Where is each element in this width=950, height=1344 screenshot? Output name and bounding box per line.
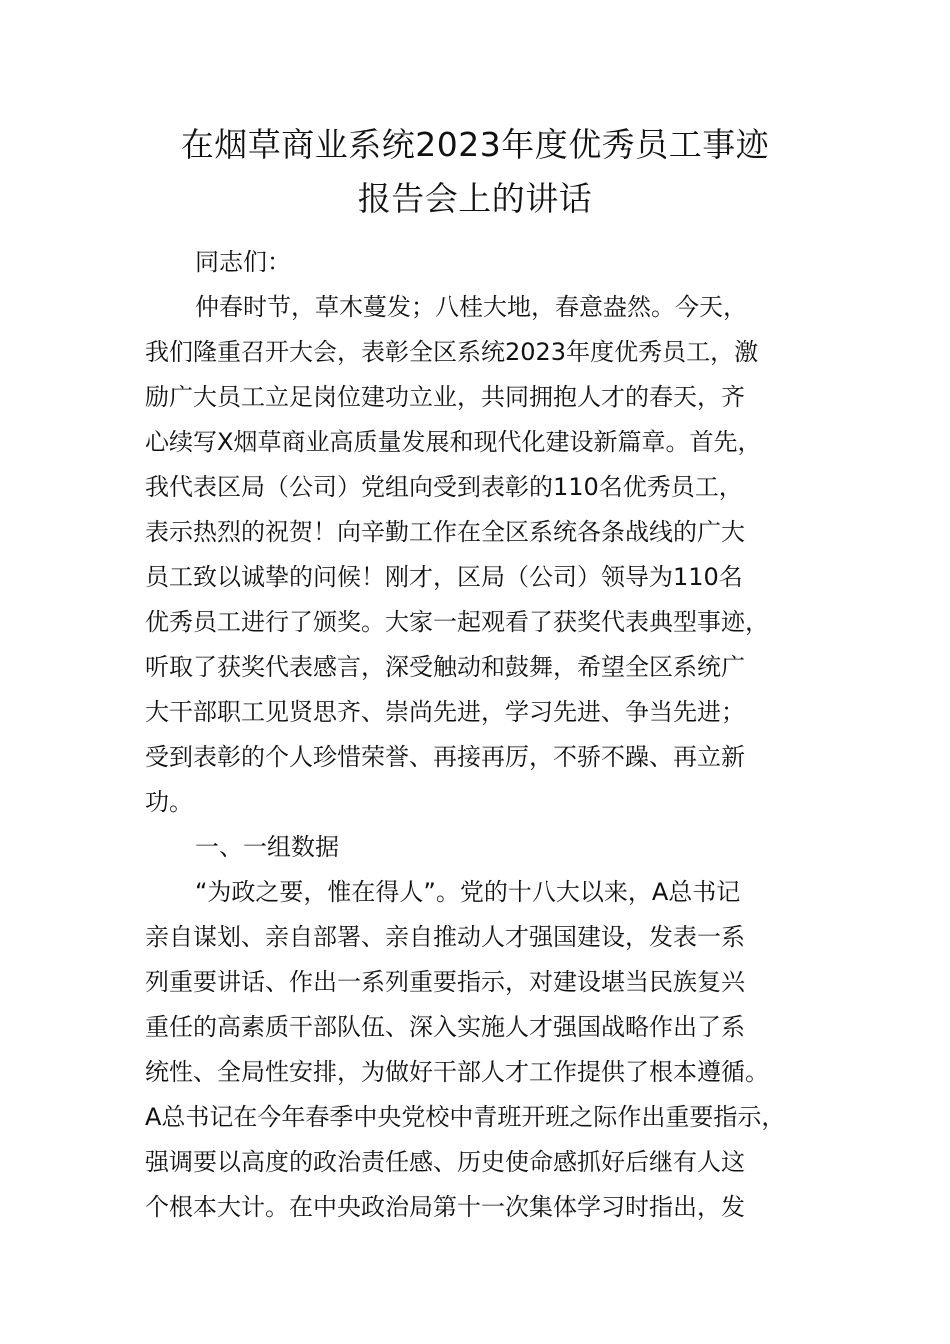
section-heading: 一、一组数据 bbox=[195, 833, 339, 861]
paragraph-line: 励广大员工立足岗位建功立业，共同拥抱人才的春天，齐 bbox=[145, 383, 745, 411]
paragraph-line: 受到表彰的个人珍惜荣誉、再接再厉，不骄不躁、再立新 bbox=[145, 743, 745, 771]
title-line-1: 在烟草商业系统2023年度优秀员工事迹 bbox=[180, 125, 770, 164]
paragraph-line: 亲自谋划、亲自部署、亲自推动人才强国建设，发表一系 bbox=[145, 923, 745, 951]
paragraph-line: “为政之要，惟在得人”。党的十八大以来，A总书记 bbox=[195, 878, 741, 906]
paragraph-line: 统性、全局性安排，为做好干部人才工作提供了根本遵循。 bbox=[145, 1058, 769, 1086]
paragraph-line: 功。 bbox=[145, 788, 193, 816]
paragraph-line: 优秀员工进行了颁奖。大家一起观看了获奖代表典型事迹， bbox=[145, 608, 769, 636]
paragraph-line: 我们隆重召开大会，表彰全区系统2023年度优秀员工，激 bbox=[145, 338, 759, 366]
paragraph-line: 心续写X烟草商业高质量发展和现代化建设新篇章。首先， bbox=[145, 428, 762, 456]
paragraph-line: 个根本大计。在中央政治局第十一次集体学习时指出，发 bbox=[145, 1193, 745, 1221]
paragraph-line: 大干部职工见贤思齐、崇尚先进，学习先进、争当先进； bbox=[145, 698, 745, 726]
document-body bbox=[145, 240, 835, 1230]
paragraph-line: 员工致以诚挚的问候！刚才，区局（公司）领导为110名 bbox=[145, 563, 743, 591]
paragraph-line: 听取了获奖代表感言，深受触动和鼓舞，希望全区系统广 bbox=[145, 653, 745, 681]
paragraph-line: 表示热烈的祝贺！向辛勤工作在全区系统各条战线的广大 bbox=[145, 518, 745, 546]
paragraph-line: 列重要讲话、作出一系列重要指示，对建设堪当民族复兴 bbox=[145, 968, 745, 996]
paragraph-line: 重任的高素质干部队伍、深入实施人才强国战略作出了系 bbox=[145, 1013, 745, 1041]
paragraph-line: 我代表区局（公司）党组向受到表彰的110名优秀员工， bbox=[145, 473, 743, 501]
title-line-2: 报告会上的讲话 bbox=[357, 179, 593, 218]
paragraph-line: 仲春时节，草木蔓发；八桂大地，春意盎然。今天， bbox=[195, 293, 747, 321]
paragraph-line: 强调要以高度的政治责任感、历史使命感抓好后继有人这 bbox=[145, 1148, 745, 1176]
document-title bbox=[100, 118, 850, 226]
paragraph-line: A总书记在今年春季中央党校中青班开班之际作出重要指示， bbox=[145, 1103, 786, 1131]
salutation: 同志们： bbox=[195, 248, 291, 276]
